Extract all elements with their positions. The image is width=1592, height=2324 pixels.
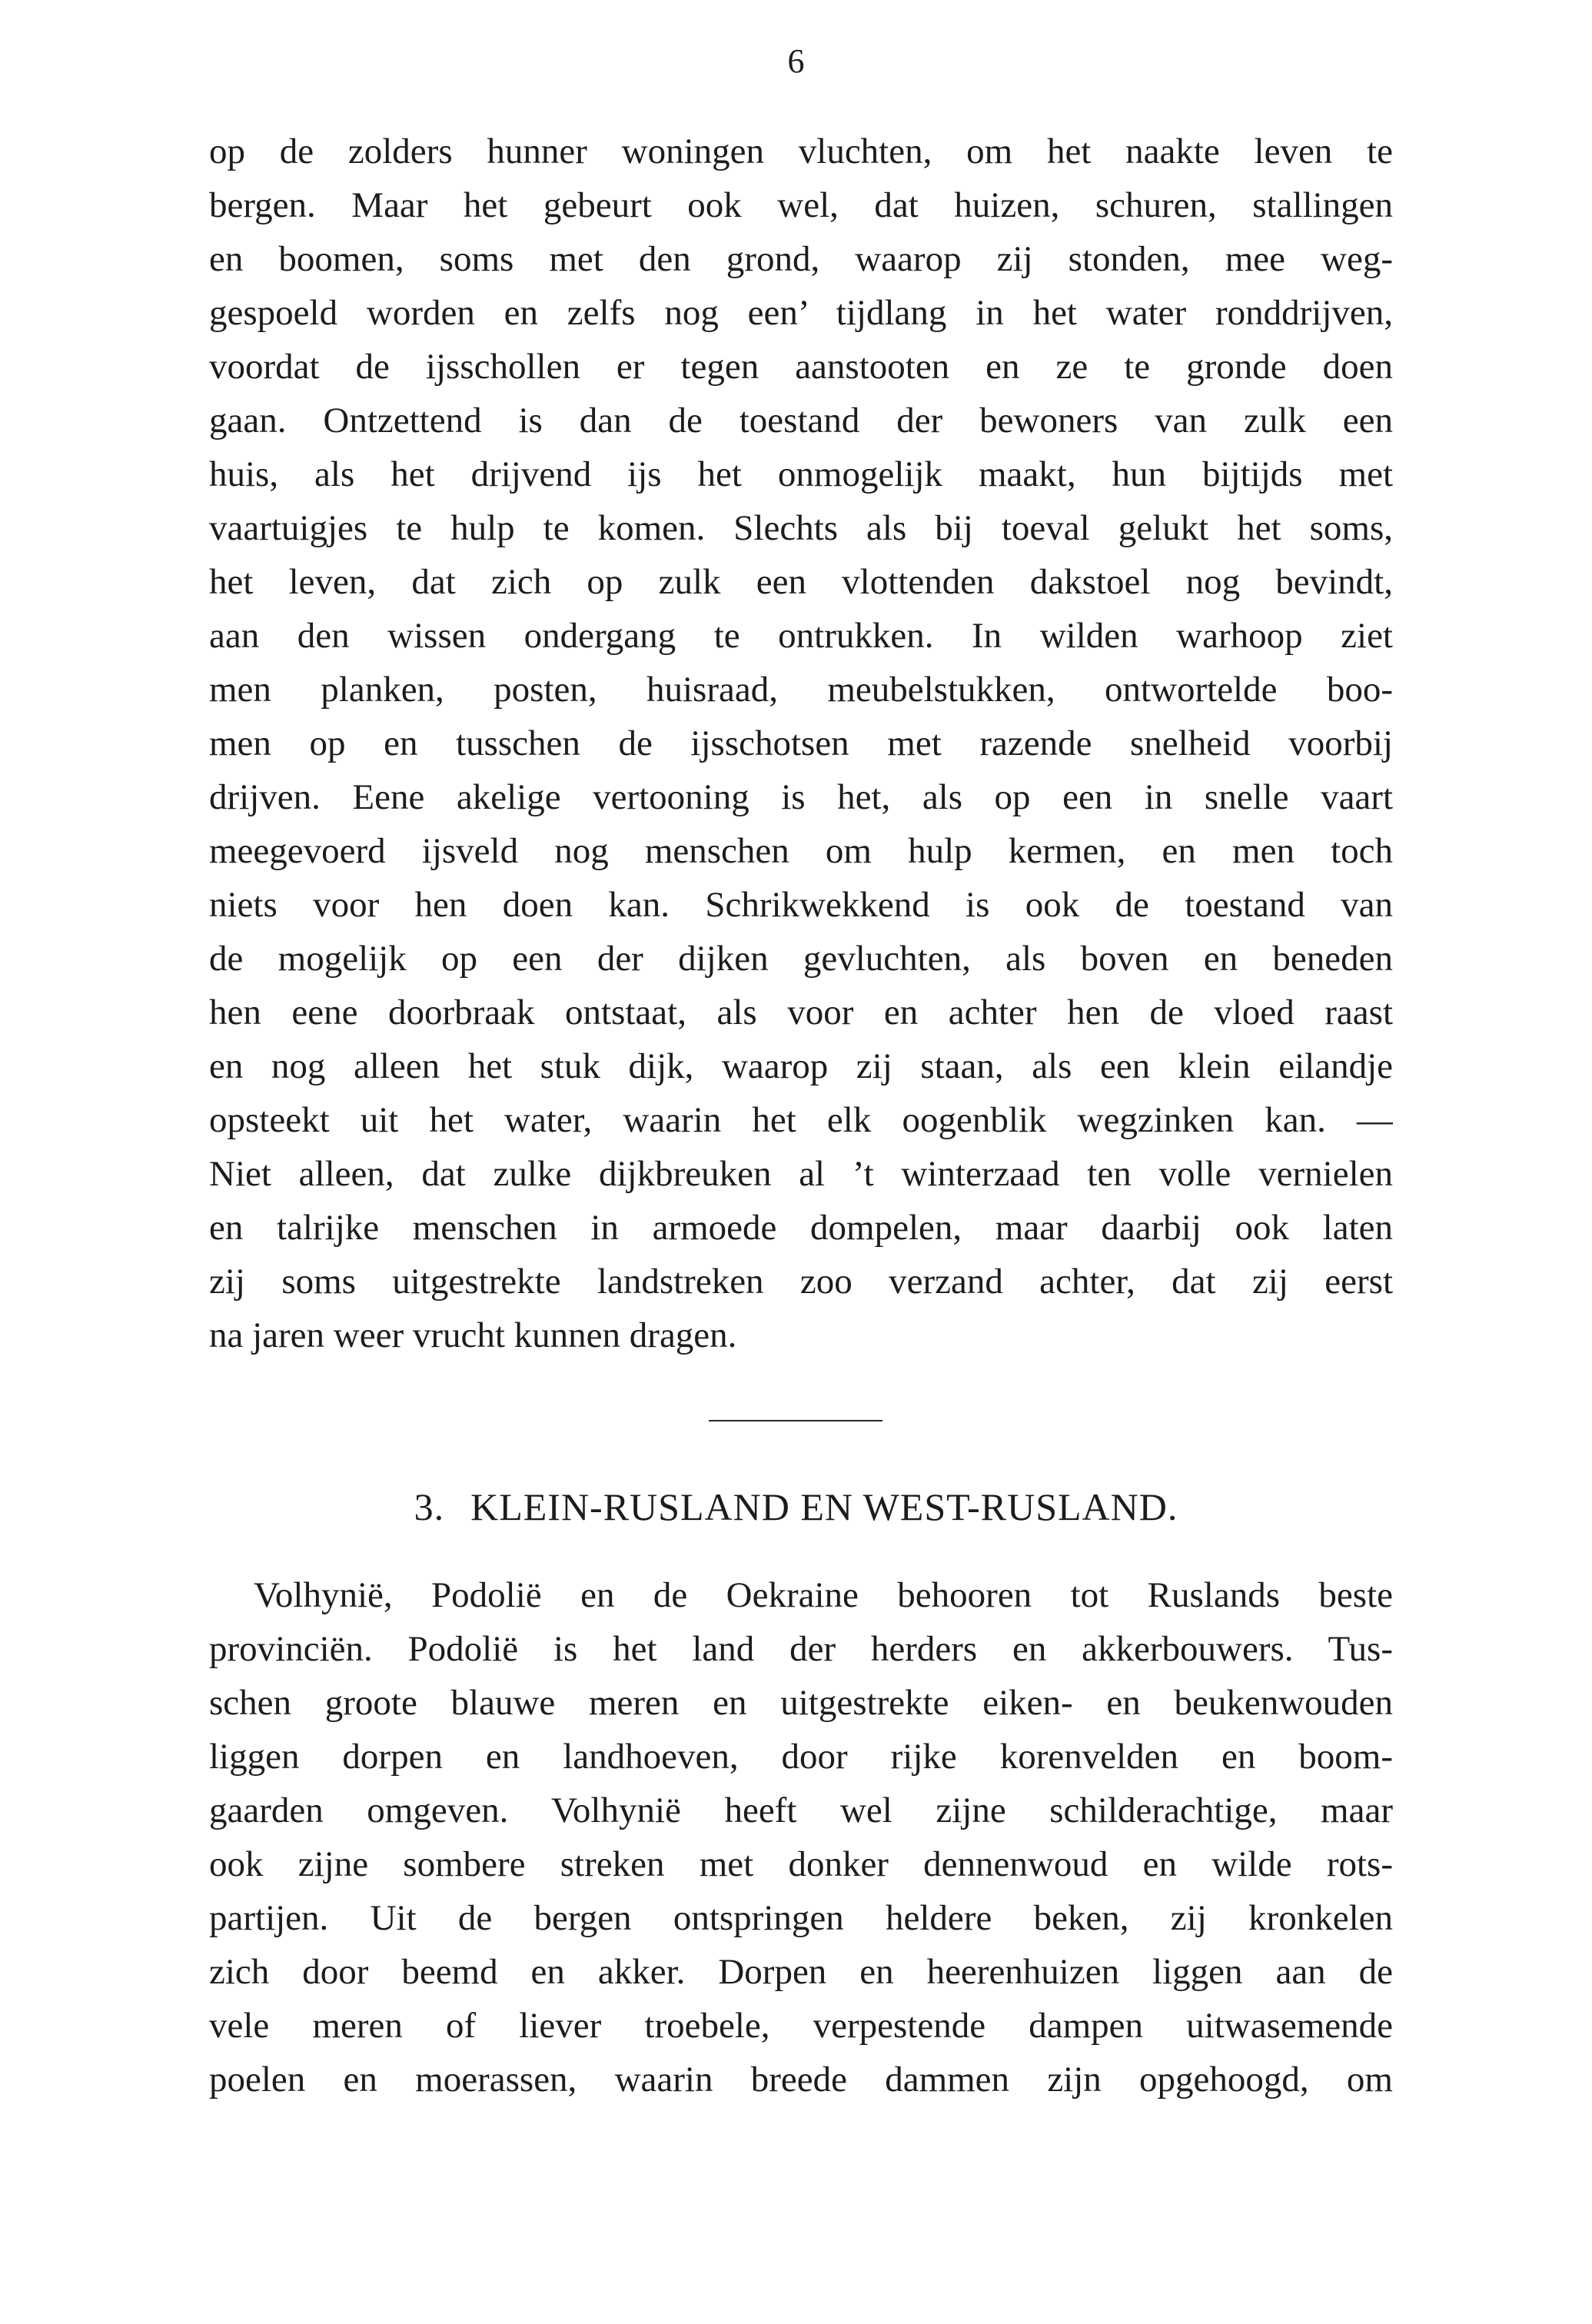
section-divider: [709, 1420, 882, 1421]
section-heading: [0, 1480, 1592, 1534]
text-line: men op en tusschen de ijsschotsen met razende snelheid voorbij: [209, 723, 1393, 763]
text-line: schen groote blauwe meren en uitgestrekte eiken- en beukenwouden: [209, 1683, 1393, 1723]
section-title: KLEIN-RUSLAND EN WEST-RUSLAND.: [470, 1485, 1178, 1528]
page-number: 6: [787, 42, 805, 80]
text-line: hen eene doorbraak ontstaat, als voor en achter hen de vloed raast: [209, 992, 1393, 1032]
text-line: vele meren of liever troebele, verpestende dampen uitwasemende: [209, 2006, 1393, 2046]
text-line: gespoeld worden en zelfs nog een’ tijdlang in het water ronddrijven,: [209, 293, 1393, 333]
text-line: men planken, posten, huisraad, meubelstukken, ontwortelde boo-: [209, 670, 1393, 710]
text-line: op de zolders hunner woningen vluchten, om het naakte leven te: [209, 131, 1393, 171]
paragraph-body: [209, 1568, 1393, 2106]
text-line: meegevoerd ijsveld nog menschen om hulp kermen, en men toch: [209, 831, 1393, 871]
text-line: aan den wissen ondergang te ontrukken. In wilden warhoop ziet: [209, 616, 1393, 656]
text-line: zij soms uitgestrekte landstreken zoo verzand achter, dat zij eerst: [209, 1262, 1393, 1302]
text-line: drijven. Eene akelige vertooning is het, als op een in snelle vaart: [209, 777, 1393, 817]
text-line: bergen. Maar het gebeurt ook wel, dat huizen, schuren, stallingen: [209, 185, 1393, 225]
text-line: provinciën. Podolië is het land der herders en akkerbouwers. Tus-: [209, 1629, 1393, 1669]
text-line: gaarden omgeven. Volhynië heeft wel zijne schilderachtige, maar: [209, 1790, 1393, 1830]
text-line: gaan. Ontzettend is dan de toestand der bewoners van zulk een: [209, 401, 1393, 441]
text-line: niets voor hen doen kan. Schrikwekkend is ook de toestand van: [209, 885, 1393, 925]
text-line: Volhynië, Podolië en de Oekraine behooren tot Ruslands beste: [254, 1575, 1393, 1615]
text-line: het leven, dat zich op zulk een vlottenden dakstoel nog bevindt,: [209, 562, 1393, 602]
text-line: liggen dorpen en landhoeven, door rijke korenvelden en boom-: [209, 1737, 1393, 1777]
text-line: zich door beemd en akker. Dorpen en heerenhuizen liggen aan de: [209, 1952, 1393, 1992]
text-line: na jaren weer vrucht kunnen dragen.: [209, 1315, 737, 1355]
text-line: opsteekt uit het water, waarin het elk oogenblik wegzinken kan. —: [209, 1100, 1393, 1140]
section-number: 3.: [414, 1485, 445, 1528]
text-line: en boomen, soms met den grond, waarop zij stonden, mee weg-: [209, 239, 1393, 279]
text-line: en nog alleen het stuk dijk, waarop zij staan, als een klein eilandje: [209, 1046, 1393, 1086]
text-line: poelen en moerassen, waarin breede dammen zijn opgehoogd, om: [209, 2060, 1393, 2100]
text-line: huis, als het drijvend ijs het onmogelijk maakt, hun bijtijds met: [209, 454, 1393, 494]
text-line: vaartuigjes te hulp te komen. Slechts als bij toeval gelukt het soms,: [209, 508, 1393, 548]
text-line: Niet alleen, dat zulke dijkbreuken al ’t winterzaad ten volle vernielen: [209, 1154, 1393, 1194]
paragraph-body: [209, 125, 1393, 1362]
text-line: de mogelijk op een der dijken gevluchten, als boven en beneden: [209, 939, 1393, 979]
text-line: en talrijke menschen in armoede dompelen, maar daarbij ook laten: [209, 1208, 1393, 1248]
text-line: voordat de ijsschollen er tegen aanstooten en ze te gronde doen: [209, 347, 1393, 387]
text-line: ook zijne sombere streken met donker dennenwoud en wilde rots-: [209, 1844, 1393, 1884]
text-line: partijen. Uit de bergen ontspringen heldere beken, zij kronkelen: [209, 1898, 1393, 1938]
